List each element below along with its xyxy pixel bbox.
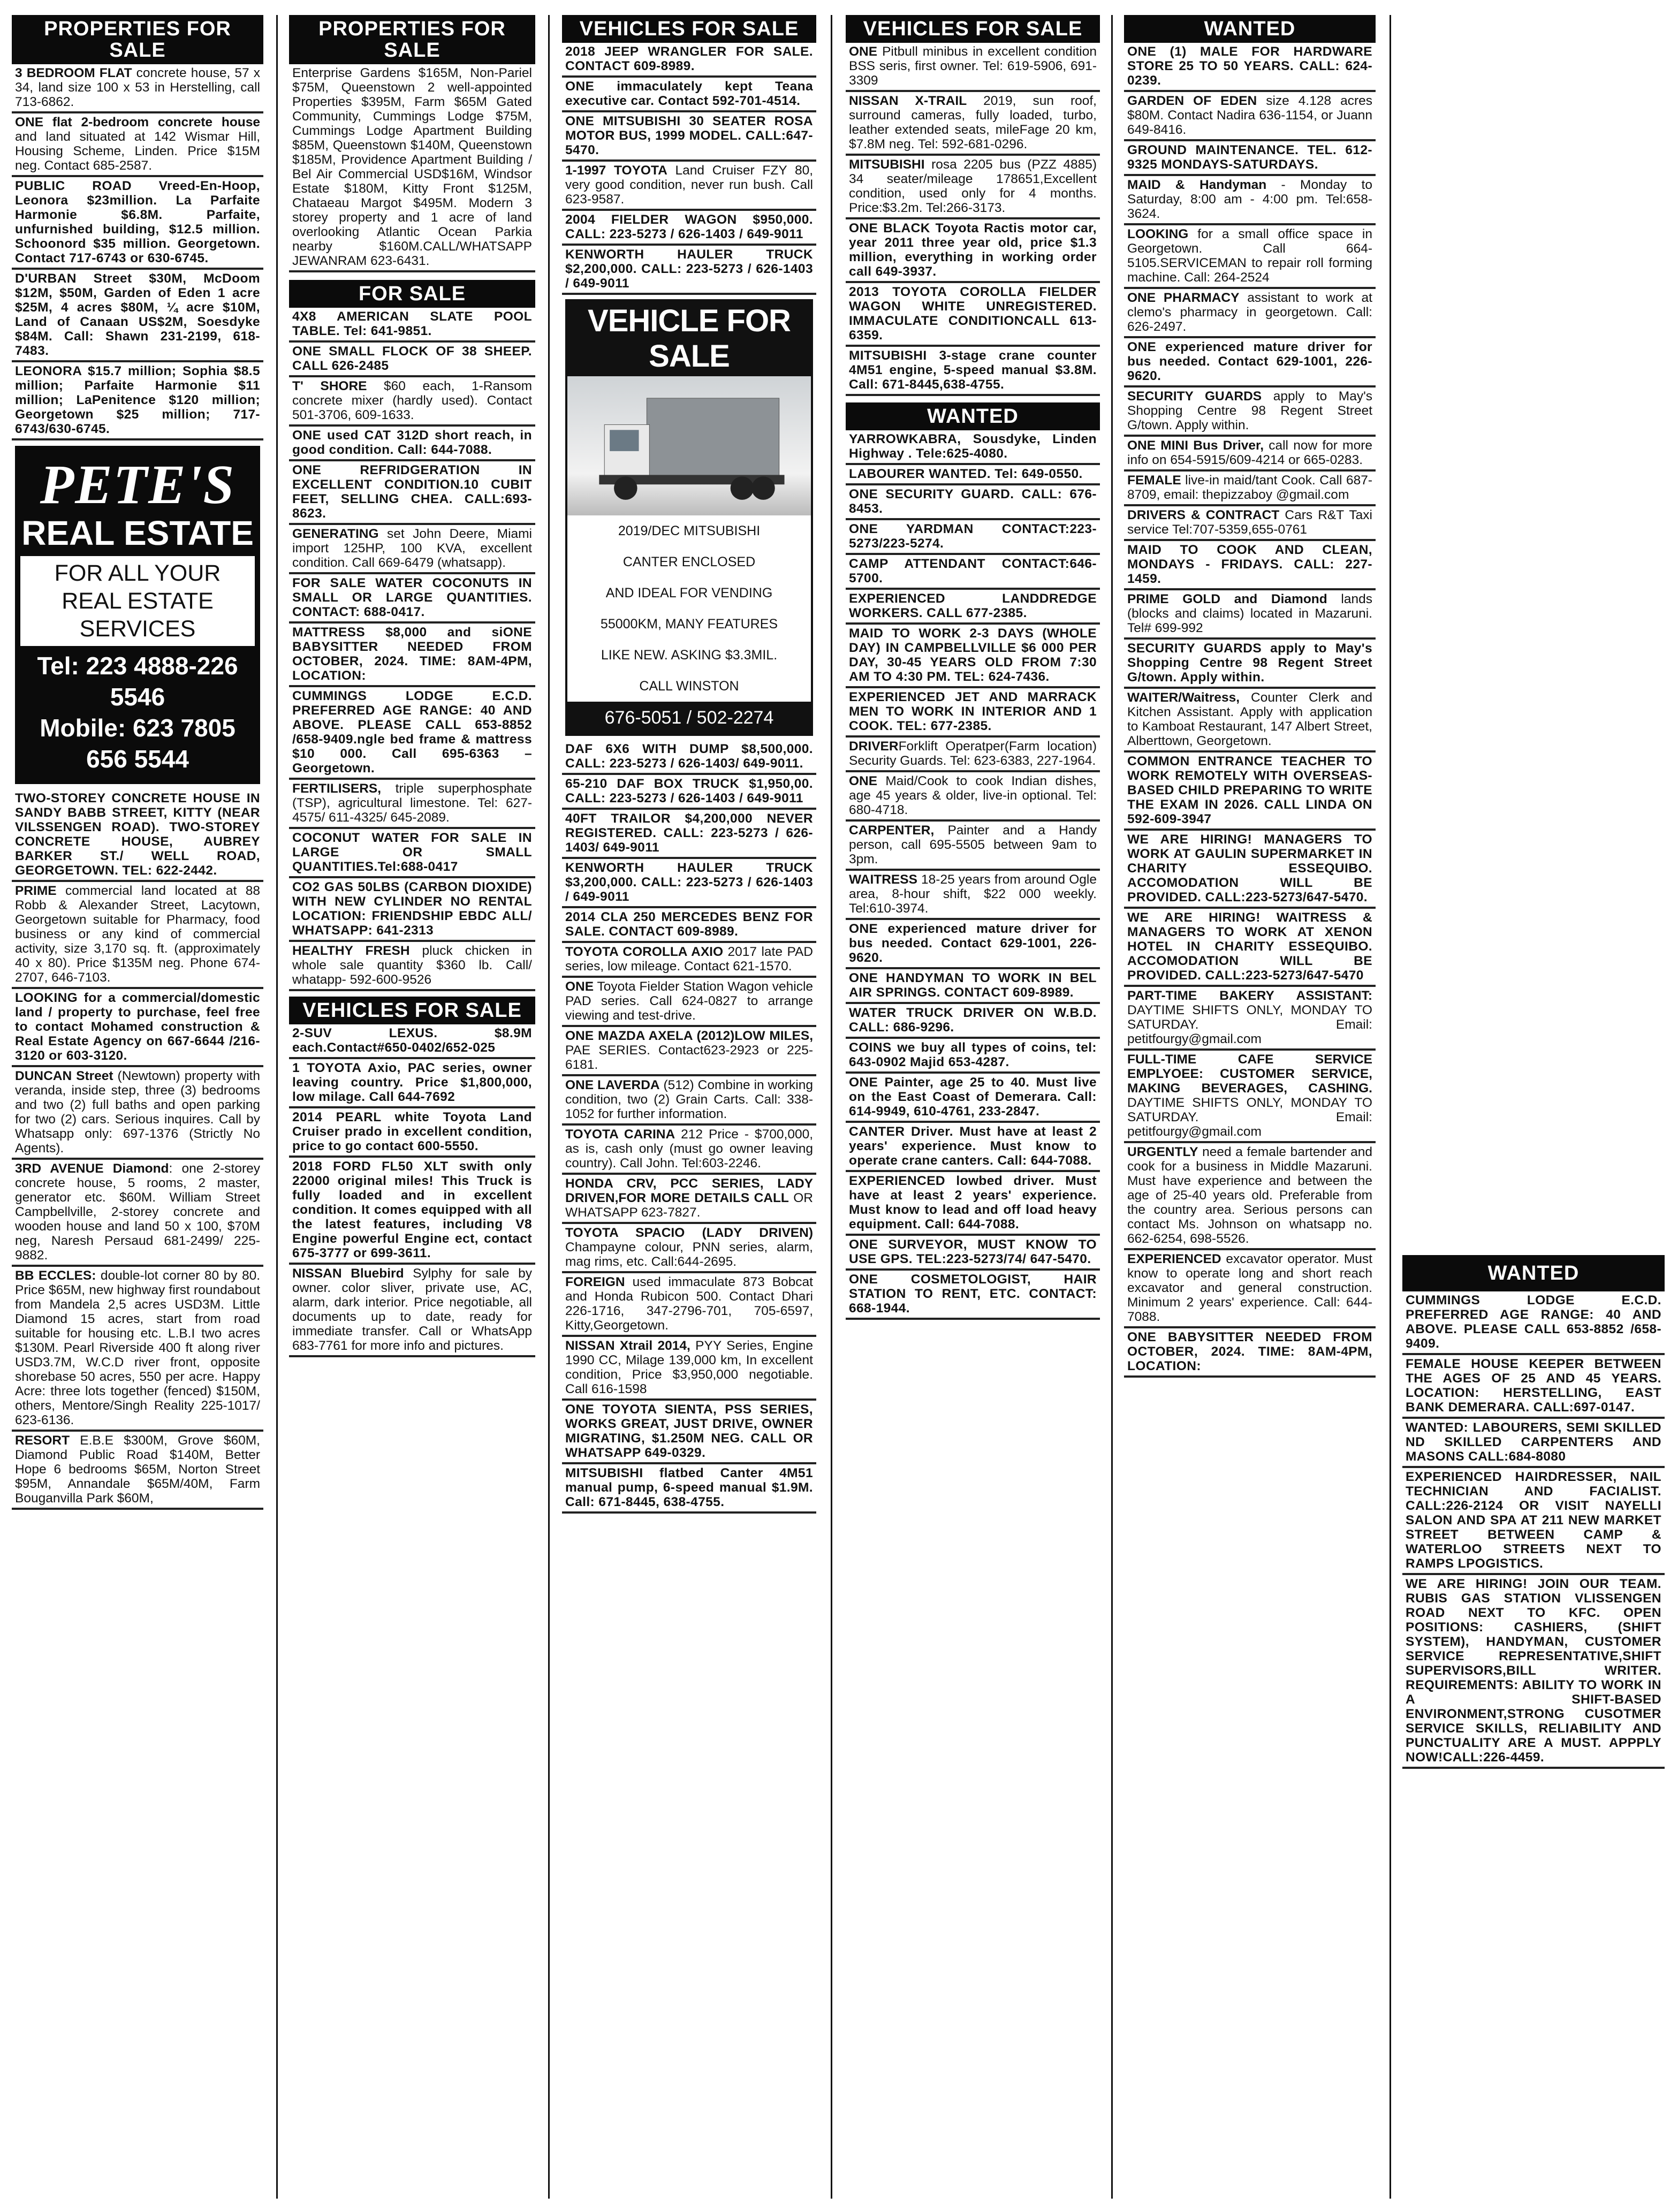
classified-ad bbox=[846, 92, 1100, 156]
classified-ad: KENWORTH HAULER TRUCK $3,200,000. CALL: 223-5273 / 626-1403 / 649-9011 bbox=[562, 859, 816, 908]
classified-ad bbox=[562, 1126, 816, 1175]
classified-ad: ONE (1) MALE FOR HARDWARE STORE 25 TO 50 YEARS. CALL: 624-0239. bbox=[1124, 43, 1376, 92]
ad-list bbox=[1402, 1291, 1665, 1769]
classified-ad bbox=[562, 1337, 816, 1401]
ad-text: double-lot corner 80 by 80. Price $65M, new highway first roundabout from Mandela 2,5 acres USD3M. Little Diamond 15 acres, start from road suitable for housing etc. L.B.I two acres $130M. Pearl Riverside 400 ft along river USD3.7M, W.C.D river front, opposite shorebase 50 acres, 550 per acre. Happy Acre: three lots together (fenced) $150M, others, Mentore/Singh Reality 225-1017/ 623-6136. bbox=[15, 1268, 260, 1427]
ad-list bbox=[12, 64, 263, 440]
ad-lead: NISSAN X-TRAIL bbox=[849, 94, 967, 108]
ad-lead: ONE PHARMACY bbox=[1127, 291, 1240, 305]
ad-text: Forklift Operatper(Farm location) Security Guards. Tel: 623-6383, 227-1964. bbox=[849, 739, 1097, 768]
ad-text: DAYTIME SHIFTS ONLY, MONDAY TO SATURDAY. Email: petitfourgy@gmail.com bbox=[1127, 1096, 1372, 1139]
vfs-title: VEHICLE FOR SALE bbox=[567, 301, 811, 376]
ad-text: commercial land located at 88 Robb & Alexander Street, Lacytown, Georgetown suitable for Pharmacy, food business or any kind of commercial activity, size 3,170 sq. ft. (approximately 40 x 80). Price $135M neg. Phone 674-2707, 646-7103. bbox=[15, 884, 260, 985]
ad-continued: Enterprise Gardens $165M, Non-Pariel $75M, Queenstown 2 well-appointed Properties $395M, Farm $65M Gated Community, Cummings Lodge $75M, Cummings Lodge Apartment Building $85M, Queenstown $140M, Queenstown $185M, Providence Apartment Building / Bel Air Commercial USD$16M, Windsor Estate $180M, Kitty Front $125M, Chataeau Margot $495M. Modern 3 storey property and 1 acre of land overlooking Atlantic Ocean Parkia nearby $160M.CALL/WHATSAPP JEWANRAM 623-6431. bbox=[289, 64, 535, 272]
ad-list bbox=[289, 1024, 535, 1357]
classified-ad: ONE SECURITY GUARD. CALL: 676-8453. bbox=[846, 485, 1100, 520]
column-rule bbox=[548, 15, 550, 2199]
ad-lead: ONE bbox=[849, 774, 878, 788]
classified-ad bbox=[12, 1267, 263, 1432]
classified-ad bbox=[1124, 289, 1376, 338]
vfs-line-2: CANTER ENCLOSED bbox=[622, 554, 756, 569]
classified-ad bbox=[1124, 506, 1376, 541]
ad-text: Land Cruiser FZY 80, very good condition, never run bush. Call 623-9587. bbox=[565, 163, 814, 207]
ad-list bbox=[846, 430, 1100, 1320]
classified-ad: 2014 PEARL white Toyota Land Cruiser prado in excellent condition, price to go contact 600-5550. bbox=[289, 1108, 535, 1158]
classified-ad bbox=[1124, 987, 1376, 1051]
ad-text: 18-25 years from around Ogle area, 8-hour shift, $22 000 weekly. Tel:610-3974. bbox=[849, 872, 1097, 916]
petes-telephone: Tel: 223 4888-226 5546 bbox=[37, 652, 238, 711]
classified-ad bbox=[1124, 1250, 1376, 1328]
classified-ad: ONE COSMETOLOGIST, HAIR STATION TO RENT, ETC. CONTACT: 668-1944. bbox=[846, 1271, 1100, 1320]
classified-ad bbox=[1124, 472, 1376, 506]
ad-lead: ONE bbox=[565, 979, 594, 994]
ad-lead: WAITER/Waitress, bbox=[1127, 690, 1240, 705]
classified-ad bbox=[562, 1175, 816, 1224]
petes-logo: PETE'S bbox=[40, 454, 236, 515]
classified-ad bbox=[12, 64, 263, 113]
ad-text: live-in maid/tant Cook. Call 687-8709, email: thepizzaboy @gmail.com bbox=[1127, 473, 1372, 502]
ad-lead: TOYOTA CARINA bbox=[565, 1127, 675, 1142]
classified-ad: DAF 6X6 WITH DUMP $8,500,000. CALL: 223-5273 / 626-1403/ 649-9011. bbox=[562, 740, 816, 775]
ad-lead: ONE bbox=[849, 44, 878, 59]
petes-subtitle: REAL ESTATE bbox=[21, 514, 254, 552]
ad-text: rosa 2205 bus (PZZ 4885) 34 seater/mileage 178651,Excellent condition, used only for 4 months. Price:$3.2m. Tel:266-3173. bbox=[849, 157, 1097, 215]
ad-lead: PART-TIME BAKERY ASSISTANT: bbox=[1127, 989, 1372, 1003]
classified-ad bbox=[289, 780, 535, 829]
classified-ad: YARROWKABRA, Sousdyke, Linden Highway . Tele:625-4080. bbox=[846, 430, 1100, 465]
vfs-line-1: 2019/DEC MITSUBISHI bbox=[618, 523, 761, 538]
classified-ad: FOR SALE WATER COCONUTS IN SMALL OR LARGE QUANTITIES. CONTACT: 688-0417. bbox=[289, 574, 535, 624]
classified-ad: CANTER Driver. Must have at least 2 years' experience. Must know to operate crane canters. Call: 644-7088. bbox=[846, 1123, 1100, 1172]
ad-lead: CARPENTER, bbox=[849, 823, 935, 838]
classified-ad bbox=[1124, 590, 1376, 640]
ad-text: pluck chicken in whole sale quantity $360 lb. Call/ whatapp- 592-600-9526 bbox=[292, 944, 532, 987]
column-rule bbox=[1390, 15, 1391, 2199]
ad-text: call now for more info on 654-5915/609-4214 or 665-0283. bbox=[1127, 438, 1372, 467]
ad-lead: 3 BEDROOM FLAT bbox=[15, 66, 132, 80]
section-header: PROPERTIES FOR SALE bbox=[289, 15, 535, 64]
column-vehicles-2 bbox=[846, 15, 1100, 1320]
classified-ad bbox=[846, 738, 1100, 772]
section-header: WANTED bbox=[1124, 15, 1376, 43]
classified-ad bbox=[1124, 225, 1376, 289]
ad-text: $60 each, 1-Ransom concrete mixer (hardly used). Contact 501-3706, 609-1633. bbox=[292, 379, 532, 422]
classified-ad: CUMMINGS LODGE E.C.D. PREFERRED AGE RANGE: 40 AND ABOVE. PLEASE CALL 653-8852 /658-9409.ngle bed frame & mattress $10 000. Call 695-6363 – Georgetown. bbox=[289, 687, 535, 780]
petes-mobile: Mobile: 623 7805 656 5544 bbox=[40, 714, 236, 773]
classified-ad bbox=[1124, 92, 1376, 141]
classified-ad: ONE YARDMAN CONTACT:223-5273/223-5274. bbox=[846, 520, 1100, 555]
classified-ad bbox=[1124, 1051, 1376, 1143]
classified-ad: 65-210 DAF BOX TRUCK $1,950,00. CALL: 223-5273 / 626-1403 / 649-9011 bbox=[562, 775, 816, 810]
classified-ad bbox=[1124, 437, 1376, 472]
ad-text: Sylphy for sale by owner. color sliver, private use, AC, alarm, dark interior. Price negotiable, all documents up to date, ready for immediate transfer. Call or WhatsApp 683-7761 for more info and pictures. bbox=[292, 1266, 532, 1353]
classified-ad bbox=[12, 1160, 263, 1267]
ad-lead: URGENTLY bbox=[1127, 1145, 1198, 1159]
ad-text: used immaculate 873 Bobcat and Honda Rubicon 500. Contact Dhari 226-1716, 347-2796-701, 705-6597, Kitty,Georgetown. bbox=[565, 1275, 813, 1333]
classified-ad: ONE SMALL FLOCK OF 38 SHEEP. CALL 626-2485 bbox=[289, 343, 535, 377]
vfs-line-6: CALL WINSTON bbox=[639, 679, 739, 694]
classified-ad: 4X8 AMERICAN SLATE POOL TABLE. Tel: 641-9851. bbox=[289, 308, 535, 343]
classified-ad bbox=[12, 882, 263, 989]
column-properties-1 bbox=[12, 15, 263, 1510]
ad-lead: SECURITY GUARDS bbox=[1127, 389, 1262, 404]
ad-text: concrete house, 57 x 34, land size 100 x 53 in Herstelling, call 713-6862. bbox=[15, 66, 260, 109]
classified-ad bbox=[562, 1076, 816, 1126]
classified-ad: MATTRESS $8,000 and siONE BABYSITTER NEEDED FROM OCTOBER, 2024. TIME: 8AM-4PM, LOCATION: bbox=[289, 624, 535, 687]
classified-ad: 2018 FORD FL50 XLT swith only 22000 original miles! This Truck is fully loaded and in excellent condition. It comes equipped with all the latest features, including V8 Engine powerful Engine ect, contact 675-3777 or 699-3611. bbox=[289, 1158, 535, 1265]
ad-list bbox=[562, 43, 816, 295]
ad-lead: RESORT bbox=[15, 1433, 70, 1448]
ad-text: Toyota Fielder Station Wagon vehicle PAD series. Call 624-0827 to arrange viewing and test-drive. bbox=[565, 979, 814, 1023]
ad-text: assistant to work at clemo's pharmacy in georgetown. Call: 626-2497. bbox=[1127, 291, 1372, 334]
classified-ad bbox=[289, 525, 535, 574]
classified-ad bbox=[846, 156, 1100, 219]
classified-ad bbox=[1124, 387, 1376, 437]
ad-text: set John Deere, Miami import 125HP, 100 KVA, excellent condition. Call 669-6479 (whatsapp). bbox=[292, 527, 532, 570]
classified-ad: EXPERIENCED lowbed driver. Must have at least 2 years' experience. Must know to lead and off load heavy equipment. Call: 644-7088. bbox=[846, 1172, 1100, 1236]
section-header-for-sale: FOR SALE bbox=[289, 280, 535, 308]
ad-lead: EXPERIENCED bbox=[1127, 1252, 1221, 1266]
classified-ad: ONE experienced mature driver for bus needed. Contact 629-1001, 226-9620. bbox=[846, 920, 1100, 969]
petes-tagline: FOR ALL YOUR REAL ESTATE SERVICES bbox=[20, 556, 255, 646]
ad-lead: MITSUBISHI bbox=[849, 157, 925, 172]
classified-ad: CUMMINGS LODGE E.C.D. PREFERRED AGE RANGE: 40 AND ABOVE. PLEASE CALL 653-8852 /658-9409. bbox=[1402, 1291, 1665, 1355]
ad-lead: NISSAN Xtrail 2014, bbox=[565, 1339, 690, 1353]
ad-text: Champayne colour, PNN series, alarm, mag rims, etc. Call:644-2695. bbox=[565, 1240, 813, 1269]
ad-lead: T' SHORE bbox=[292, 379, 367, 393]
classified-ad: LOOKING for a commercial/domestic land / property to purchase, feel free to contact Mohamed construction & Real Estate Agency on 667-6644 /216-3120 or 603-3120. bbox=[12, 989, 263, 1067]
ad-text: Pitbull minibus in excellent condition BSS seris, first owner. Tel: 619-5906, 691-3309 bbox=[849, 44, 1097, 88]
ad-lead: ONE flat 2-bedroom concrete house bbox=[15, 115, 260, 130]
classified-ad: ONE used CAT 312D short reach, in good condition. Call: 644-7088. bbox=[289, 427, 535, 461]
truck-photo bbox=[567, 376, 811, 515]
classified-ad bbox=[562, 1273, 816, 1337]
column-rule bbox=[831, 15, 832, 2199]
column-rule bbox=[1111, 15, 1113, 2199]
classified-ad: 40FT TRAILOR $4,200,000 NEVER REGISTERED. CALL: 223-5273 / 626-1403/ 649-9011 bbox=[562, 810, 816, 859]
classified-ad: ONE TOYOTA SIENTA, PSS SERIES, WORKS GREAT, JUST DRIVE, OWNER MIGRATING, $1.250M NEG. CALL OR WHATSAPP 649-0329. bbox=[562, 1401, 816, 1464]
ad-text: Cars R&T Taxi service Tel:707-5359,655-0761 bbox=[1127, 508, 1372, 537]
ad-text: size 4.128 acres $80M. Contact Nadira 636-1154, or Juann 649-8416. bbox=[1127, 94, 1372, 137]
ad-lead: WAITRESS bbox=[849, 872, 917, 887]
classified-ad: LABOURER WANTED. Tel: 649-0550. bbox=[846, 465, 1100, 485]
ad-lead: PRIME bbox=[15, 884, 57, 898]
classified-ad: 2-SUV LEXUS. $8.9M each.Contact#650-0402/652-025 bbox=[289, 1024, 535, 1059]
ad-lead: TOYOTA SPACIO (LADY DRIVEN) bbox=[565, 1226, 813, 1240]
ad-text: 2019, sun roof, surround cameras, fully loaded, turbo, leather extended seats, mileFage 20 km, $7.8M neg. Tel: 592-681-0296. bbox=[849, 94, 1097, 151]
vfs-phone: 676-5051 / 502-2274 bbox=[567, 702, 811, 734]
classified-ad: ONE REFRIDGERATION IN EXCELLENT CONDITION.10 CUBIT FEET, SELLING CHEA. CALL:693-8623. bbox=[289, 461, 535, 525]
column-properties-2 bbox=[289, 15, 535, 1357]
classified-ad: WE ARE HIRING! JOIN OUR TEAM. RUBIS GAS STATION VLISSENGEN ROAD NEXT TO KFC. OPEN POSITIONS: CASHIERS, (SHIFT SYSTEM), HANDYMAN, CUSTOMER SERVICE REPRESENTATIVE,SHIFT SUPERVISORS,BILL WRITER. REQUIREMENTS: ABILITY TO WORK IN A SHIFT-BASED ENVIRONMENT,STRONG CUSOTMER SERVICE SKILLS, RELIABILITY AND PUNCTUALITY ARE A MUST. APPPLY NOW!CALL:226-4459. bbox=[1402, 1575, 1665, 1769]
ad-text: Counter Clerk and Kitchen Assistant. Apply with application to Kamboat Restaurant, 147 Albert Street, Alberttown, Georgetown. bbox=[1127, 690, 1372, 748]
ad-text: Maid/Cook to cook Indian dishes, age 45 years & older, live-in optional. Tel: 680-4718. bbox=[849, 774, 1097, 817]
classified-ad bbox=[846, 43, 1100, 92]
classified-ad bbox=[846, 871, 1100, 920]
ad-lead: PRIME GOLD and Diamond bbox=[1127, 592, 1327, 606]
ad-lead: FOREIGN bbox=[565, 1275, 625, 1289]
ad-lead: TOYOTA COROLLA AXIO bbox=[565, 945, 724, 959]
ad-lead: HEALTHY FRESH bbox=[292, 944, 410, 958]
classified-ad: CO2 GAS 50LBS (CARBON DIOXIDE) WITH NEW CYLINDER NO RENTAL LOCATION: FRIENDSHIP EBDC ALL/ WHATSAPP: 641-2313 bbox=[289, 878, 535, 942]
classified-ad: KENWORTH HAULER TRUCK $2,200,000. CALL: 223-5273 / 626-1403 / 649-9011 bbox=[562, 246, 816, 295]
ad-text: (512) Combine in working condition, two (2) Grain Carts. Call: 338-1052 for further information. bbox=[565, 1078, 813, 1121]
classified-ad bbox=[1124, 176, 1376, 225]
ad-lead: HONDA CRV, PCC SERIES, LADY DRIVEN,FOR MORE DETAILS CALL bbox=[565, 1176, 813, 1205]
classified-ad: WANTED: LABOURERS, SEMI SKILLED ND SKILLED CARPENTERS AND MASONS CALL:684-8080 bbox=[1402, 1419, 1665, 1468]
classified-ad: 2013 TOYOTA COROLLA FIELDER WAGON WHITE UNREGISTERED. IMMACULATE CONDITIONCALL 613-6359. bbox=[846, 283, 1100, 347]
column-wanted-1 bbox=[1124, 15, 1376, 1378]
classified-ad: COCONUT WATER FOR SALE IN LARGE OR SMALL QUANTITIES.Tel:688-0417 bbox=[289, 829, 535, 878]
ad-text: need a female bartender and cook for a business in Middle Mazaruni. Must have experience and between the age of 25-40 years old. Preferable from the country area. Serious persons can contact Ms. Johnson on whatsapp no. 662-6254, 698-5526. bbox=[1127, 1145, 1372, 1246]
section-header: WANTED bbox=[1402, 1255, 1665, 1291]
ad-lead: MAID & Handyman bbox=[1127, 178, 1267, 192]
classified-ad bbox=[562, 943, 816, 978]
ad-lead: GARDEN OF EDEN bbox=[1127, 94, 1257, 108]
ad-text: PAE SERIES. Contact623-2923 or 225-6181. bbox=[565, 1043, 813, 1072]
ad-list bbox=[12, 789, 263, 1510]
classified-ad: WE ARE HIRING! MANAGERS TO WORK AT GAULIN SUPERMARKET IN CHARITY ESSEQUIBO. ACCOMODATION WILL BE PROVIDED. CALL:223-5273/647-5470. bbox=[1124, 831, 1376, 909]
ad-lead: FERTILISERS, bbox=[292, 781, 382, 796]
classified-ad: 1 TOYOTA Axio, PAC series, owner leaving country. Price $1,800,000, low milage. Call 644-7692 bbox=[289, 1059, 535, 1108]
ad-text: lands (blocks and claims) located in Mazaruni. Tel# 699-992 bbox=[1127, 592, 1372, 635]
column-wanted-2 bbox=[1402, 1255, 1665, 1769]
classified-ad: MAID TO WORK 2-3 DAYS (WHOLE DAY) IN CAMPBELLVILLE $6 000 PER DAY, 30-45 YEARS OLD FROM 7:30 AM TO 4:30 PM. TEL: 624-7436. bbox=[846, 625, 1100, 688]
ad-lead: ONE MINI Bus Driver, bbox=[1127, 438, 1264, 453]
column-rule bbox=[276, 15, 278, 2199]
classified-ad: ONE experienced mature driver for bus needed. Contact 629-1001, 226-9620. bbox=[1124, 338, 1376, 387]
classified-ad: 2014 CLA 250 MERCEDES BENZ FOR SALE. CONTACT 609-8989. bbox=[562, 908, 816, 943]
ad-lead: ONE MAZDA AXELA (2012)LOW MILES, bbox=[565, 1029, 813, 1043]
classified-ad: MITSUBISHI 3-stage crane counter 4M51 engine, 5-speed manual $3.8M. Call: 671-8445,638-4755. bbox=[846, 347, 1100, 396]
ad-lead: DRIVERS & CONTRACT bbox=[1127, 508, 1280, 522]
classified-ad bbox=[562, 162, 816, 211]
classified-ad: WE ARE HIRING! WAITRESS & MANAGERS TO WORK AT XENON HOTEL IN CHARITY ESSEQUIBO. ACCOMODATION WILL BE PROVIDED. CALL:223-5273/647-5470 bbox=[1124, 909, 1376, 987]
truck-icon bbox=[567, 376, 811, 515]
classified-ad: D'URBAN Street $30M, McDoom $12M, $50M, Garden of Eden 1 acre $25M, 4 acres $80M, ¼ acre $10M, Land of Canaan US$2M, Soesdyke $84M. Call: Shawn 231-2199, 618-7483. bbox=[12, 270, 263, 362]
ad-lead: LOOKING bbox=[1127, 227, 1189, 241]
section-header: VEHICLES FOR SALE bbox=[562, 15, 816, 43]
classified-ad: LEONORA $15.7 million; Sophia $8.5 million; Parfaite Harmonie $11 million; LaPenitence $120 million; Georgetown $25 million; 717-6743/630-6745. bbox=[12, 362, 263, 440]
ad-text: and land situated at 142 Wismar Hill, Housing Scheme, Linden. Price $15M neg. Contact 685-2587. bbox=[15, 130, 260, 173]
ad-text: 2017 late PAD series, low mileage. Contact 621-1570. bbox=[565, 945, 813, 974]
ad-text: (Newtown) property with veranda, inside step, three (3) bedrooms and two (2) full baths and open parking for two (2) cars. Serious inquires. Call by Whatsapp only: 697-1376 (Strictly No Agents). bbox=[15, 1069, 260, 1156]
ad-text: 212 Price - $700,000, as is, cash only (must go owner leaving country). Call John. Tel:603-2246. bbox=[565, 1127, 814, 1170]
section-header: VEHICLES FOR SALE bbox=[846, 15, 1100, 43]
ad-list bbox=[846, 43, 1100, 396]
classified-ad: WATER TRUCK DRIVER ON W.B.D. CALL: 686-9296. bbox=[846, 1004, 1100, 1039]
classified-ad: TWO-STOREY CONCRETE HOUSE IN SANDY BABB STREET, KITTY (NEAR VILSSENGEN ROAD). TWO-STOREY CONCRETE HOUSE, AUBREY BARKER ST./ WELL ROAD, GEORGETOWN. TEL: 622-2442. bbox=[12, 789, 263, 882]
classified-ad bbox=[562, 978, 816, 1027]
petes-real-estate-ad bbox=[15, 446, 260, 784]
classified-ad: SECURITY GUARDS apply to May's Shopping Centre 98 Regent Street G/town. Apply within. bbox=[1124, 640, 1376, 689]
vfs-line-3: AND IDEAL FOR VENDING bbox=[605, 586, 773, 600]
ad-text: excavator operator. Must know to operate long and short reach excavator and general construction. Minimum 2 years' experience. Call: 644-7088. bbox=[1127, 1252, 1372, 1324]
ad-text: E.B.E $300M, Grove $60M, Diamond Public Road $140M, Better Hope 6 bedrooms $65M, Norton Street $95M, Annandale $65M/40M, Farm Bouganvilla Park $60M, bbox=[15, 1433, 260, 1506]
classified-ad: GROUND MAINTENANCE. TEL. 612-9325 MONDAYS-SATURDAYS. bbox=[1124, 141, 1376, 176]
ad-lead: ONE LAVERDA bbox=[565, 1078, 660, 1092]
ad-text: PYY Series, Engine 1990 CC, Milage 139,000 km, In excellent condition, Price $3,950,000 negotiable. Call 616-1598 bbox=[565, 1339, 813, 1396]
classified-ad: ONE Painter, age 25 to 40. Must live on the East Coast of Demerara. Call: 614-9949, 610-4761, 233-2847. bbox=[846, 1074, 1100, 1123]
classified-ad: MAID TO COOK AND CLEAN, MONDAYS - FRIDAYS. CALL: 227-1459. bbox=[1124, 541, 1376, 590]
ad-lead: NISSAN Bluebird bbox=[292, 1266, 404, 1281]
section-header-vehicles: VEHICLES FOR SALE bbox=[289, 997, 535, 1024]
classified-ad bbox=[562, 1224, 816, 1273]
classified-ad: ONE HANDYMAN TO WORK IN BEL AIR SPRINGS. CONTACT 609-8989. bbox=[846, 969, 1100, 1004]
classified-ad: 2004 FIELDER WAGON $950,000. CALL: 223-5273 / 626-1403 / 649-9011 bbox=[562, 211, 816, 246]
classified-ad bbox=[846, 822, 1100, 871]
column-vehicles-1 bbox=[562, 15, 816, 1514]
ad-list bbox=[1124, 43, 1376, 1378]
classified-ad: COMMON ENTRANCE TEACHER TO WORK REMOTELY WITH OVERSEAS-BASED CHILD PREPARING TO WRITE THE EXAM IN 2026. CALL LINDA ON 592-609-3947 bbox=[1124, 752, 1376, 831]
ad-lead: 3RD AVENUE Diamond bbox=[15, 1161, 169, 1176]
classified-ad: CAMP ATTENDANT CONTACT:646-5700. bbox=[846, 555, 1100, 590]
classified-ad: PUBLIC ROAD Vreed-En-Hoop, Leonora $23million. La Parfaite Harmonie $6.8M. Parfaite, unfurnished building, $12.5 million. Schoonord $35 million. Georgetown. Contact 717-6743 or 630-6745. bbox=[12, 177, 263, 270]
classified-ad bbox=[562, 1027, 816, 1076]
ad-text: apply to May's Shopping Centre 98 Regent Street G/town. Apply within. bbox=[1127, 389, 1372, 432]
classified-ad bbox=[12, 1432, 263, 1510]
ad-text: DAYTIME SHIFTS ONLY, MONDAY TO SATURDAY. Email: petitfourgy@gmail.com bbox=[1127, 1003, 1372, 1046]
section-header: PROPERTIES FOR SALE bbox=[12, 15, 263, 64]
classified-ad bbox=[289, 1265, 535, 1357]
classified-ad: COINS we buy all types of coins, tel: 643-0902 Majid 653-4287. bbox=[846, 1039, 1100, 1074]
classified-ad: EXPERIENCED LANDDREDGE WORKERS. CALL 677-2385. bbox=[846, 590, 1100, 625]
ad-lead: BB ECCLES: bbox=[15, 1268, 96, 1283]
classified-ad bbox=[289, 377, 535, 427]
ad-text: - Monday to Saturday, 8:00 am - 4:00 pm. Tel:658-3624. bbox=[1127, 178, 1372, 221]
ad-text: triple superphosphate (TSP), agricultural limestone. Tel: 627-4575/ 611-4325/ 645-2089. bbox=[292, 781, 532, 825]
classified-ad: MITSUBISHI flatbed Canter 4M51 manual pump, 6-speed manual $1.9M. Call: 671-8445, 638-4755. bbox=[562, 1464, 816, 1514]
classified-ad: ONE immaculately kept Teana executive car. Contact 592-701-4514. bbox=[562, 78, 816, 112]
ad-text: OR WHATSAPP 623-7827. bbox=[565, 1191, 813, 1220]
ad-text: : one 2-storey concrete house, 5 rooms, 2 master, generator etc. $60M. William Street Campbellville, 2-storey concrete and wooden house and land 50 x 100, $70M neg, Naresh Persaud 681-2499/ 225-9882. bbox=[15, 1161, 260, 1263]
classified-ad bbox=[289, 942, 535, 991]
classified-ad: 2018 JEEP WRANGLER FOR SALE. CONTACT 609-8989. bbox=[562, 43, 816, 78]
vehicle-for-sale-ad bbox=[565, 299, 813, 736]
ad-list bbox=[562, 740, 816, 1514]
classified-ad: ONE MITSUBISHI 30 SEATER ROSA MOTOR BUS, 1999 MODEL. CALL:647-5470. bbox=[562, 112, 816, 162]
vfs-line-4: 55000KM, MANY FEATURES bbox=[600, 617, 778, 632]
vfs-line-5: LIKE NEW. ASKING $3.3MIL. bbox=[601, 648, 778, 663]
classified-ad bbox=[1124, 1143, 1376, 1250]
ad-lead: 1-1997 TOYOTA bbox=[565, 163, 667, 178]
classified-ad bbox=[846, 772, 1100, 822]
section-header-wanted: WANTED bbox=[846, 402, 1100, 430]
classified-ad: ONE BABYSITTER NEEDED FROM OCTOBER, 2024. TIME: 8AM-4PM, LOCATION: bbox=[1124, 1328, 1376, 1378]
ad-lead: DUNCAN Street bbox=[15, 1069, 113, 1083]
ad-lead: FULL-TIME CAFE SERVICE EMPLYOEE: CUSTOMER SERVICE, MAKING BEVERAGES, CASHING. bbox=[1127, 1052, 1372, 1096]
classified-ad: EXPERIENCED HAIRDRESSER, NAIL TECHNICIAN AND FACIALIST. CALL:226-2124 OR VISIT NAYELLI SALON AND SPA AT 211 NEW MARKET STREET BETWEEN CAMP & WATERLOO STREETS NEXT TO RAMPS LPOGISTICS. bbox=[1402, 1468, 1665, 1575]
ad-lead: DRIVER bbox=[849, 739, 899, 754]
classified-ad bbox=[12, 113, 263, 177]
classified-ad: EXPERIENCED JET AND MARRACK MEN TO WORK IN INTERIOR AND 1 COOK. TEL: 677-2385. bbox=[846, 688, 1100, 738]
ad-list bbox=[289, 308, 535, 991]
ad-lead: FEMALE bbox=[1127, 473, 1181, 488]
classified-ad bbox=[12, 1067, 263, 1160]
classified-ad bbox=[1124, 689, 1376, 752]
classified-ad: ONE BLACK Toyota Ractis motor car, year 2011 three year old, price $1.3 million, everything in working order call 649-3937. bbox=[846, 219, 1100, 283]
ad-lead: GENERATING bbox=[292, 527, 379, 541]
classified-ad: FEMALE HOUSE KEEPER BETWEEN THE AGES OF 25 AND 45 YEARS. LOCATION: HERSTELLING, EAST BANK DEMERARA. CALL:697-0147. bbox=[1402, 1355, 1665, 1419]
ad-text: for a small office space in Georgetown. Call 664-5105.SERVICEMAN to repair roll forming machine. Call: 264-2524 bbox=[1127, 227, 1372, 285]
ad-text: Painter and a Handy person, call 695-5505 between 9am to 3pm. bbox=[849, 823, 1097, 866]
classified-ad: ONE SURVEYOR, MUST KNOW TO USE GPS. TEL:223-5273/74/ 647-5470. bbox=[846, 1236, 1100, 1271]
